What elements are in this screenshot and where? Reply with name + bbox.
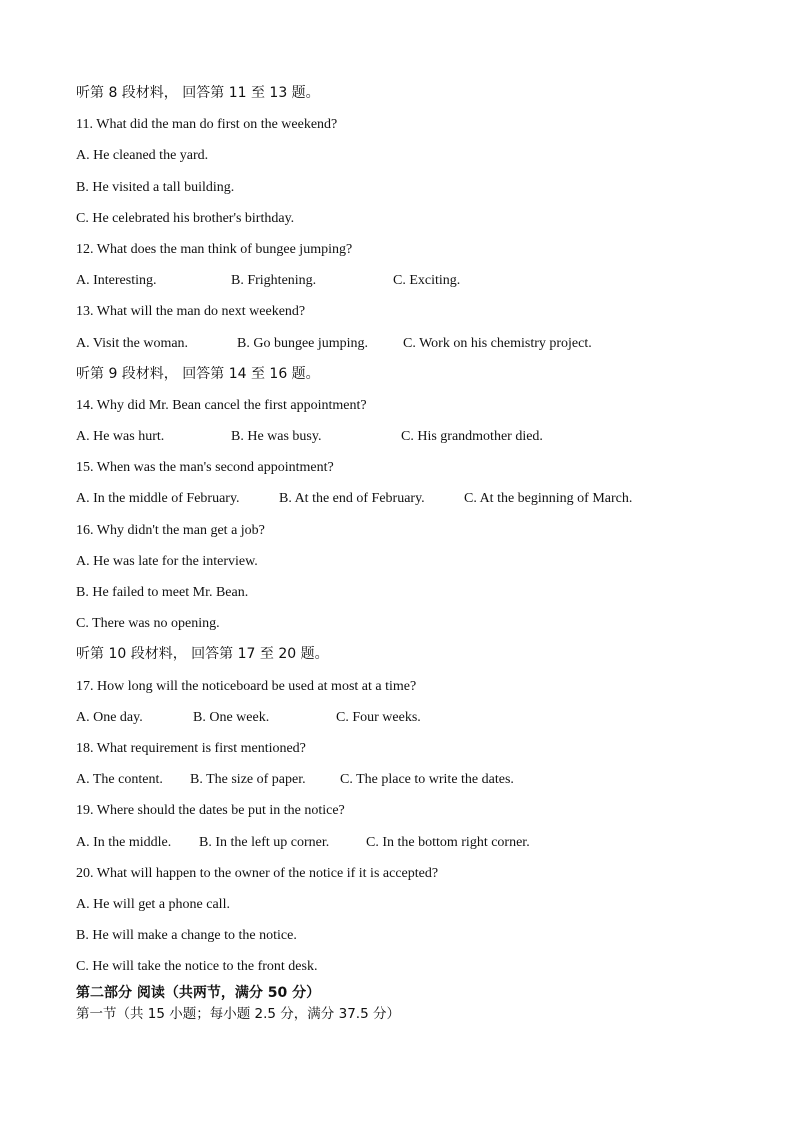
question-stem: 14. Why did Mr. Bean cancel the first appointment? bbox=[76, 397, 367, 413]
option-c: C. He will take the notice to the front desk. bbox=[76, 959, 318, 975]
section-heading: 听第 8 段材料， 回答第 11 至 13 题。 bbox=[76, 85, 320, 101]
option-a: A. He was late for the interview. bbox=[76, 553, 258, 569]
option-a: A. He will get a phone call. bbox=[76, 896, 230, 912]
question-stem: 16. Why didn't the man get a job? bbox=[76, 522, 265, 538]
part-title: 第二部分 阅读（共两节，满分 50 分） bbox=[76, 985, 321, 1002]
option-c: C. Exciting. bbox=[393, 273, 461, 289]
options-row bbox=[76, 764, 726, 795]
option-c: C. His grandmother died. bbox=[401, 429, 543, 445]
option-b: B. At the end of February. bbox=[279, 491, 425, 507]
question-stem: 13. What will the man do next weekend? bbox=[76, 304, 306, 320]
options-row bbox=[76, 265, 726, 296]
options-row bbox=[76, 702, 726, 733]
question-stem: 12. What does the man think of bungee jumping? bbox=[76, 241, 353, 257]
option-c: C. The place to write the dates. bbox=[340, 772, 514, 788]
options-row bbox=[76, 421, 726, 452]
option-b: B. Frightening. bbox=[231, 273, 317, 289]
option-b: B. One week. bbox=[193, 709, 270, 725]
option-b: B. He visited a tall building. bbox=[76, 179, 235, 195]
option-b: B. In the left up corner. bbox=[199, 834, 330, 850]
option-a: A. Interesting. bbox=[76, 273, 157, 289]
question-stem: 18. What requirement is first mentioned? bbox=[76, 740, 306, 756]
option-a: A. Visit the woman. bbox=[76, 335, 189, 351]
option-a: A. The content. bbox=[76, 772, 163, 788]
section-heading: 听第 9 段材料， 回答第 14 至 16 题。 bbox=[76, 365, 320, 382]
option-c: C. Work on his chemistry project. bbox=[403, 335, 592, 351]
section-subtitle: 第一节（共 15 小题；每小题 2.5 分，满分 37.5 分） bbox=[76, 1006, 400, 1023]
question-stem: 11. What did the man do first on the weekend? bbox=[76, 117, 338, 133]
option-c: C. There was no opening. bbox=[76, 616, 220, 632]
exam-page bbox=[76, 78, 726, 1024]
option-b: B. He will make a change to the notice. bbox=[76, 928, 297, 944]
option-a: A. He was hurt. bbox=[76, 429, 165, 445]
option-b: B. He was busy. bbox=[231, 429, 322, 445]
question-stem: 17. How long will the noticeboard be used at most at a time? bbox=[76, 678, 417, 694]
section-heading: 听第 10 段材料， 回答第 17 至 20 题。 bbox=[76, 646, 329, 663]
question-stem: 15. When was the man's second appointment? bbox=[76, 460, 334, 476]
options-row bbox=[76, 328, 726, 359]
option-b: B. Go bungee jumping. bbox=[237, 335, 369, 351]
option-a: A. In the middle. bbox=[76, 834, 172, 850]
option-b: B. The size of paper. bbox=[190, 772, 306, 788]
question-stem: 19. Where should the dates be put in the notice? bbox=[76, 803, 345, 819]
option-c: C. At the beginning of March. bbox=[464, 491, 633, 507]
option-a: A. In the middle of February. bbox=[76, 491, 240, 507]
option-c: C. He celebrated his brother's birthday. bbox=[76, 210, 295, 226]
option-b: B. He failed to meet Mr. Bean. bbox=[76, 585, 249, 600]
option-a: A. He cleaned the yard. bbox=[76, 148, 209, 164]
option-c: C. Four weeks. bbox=[336, 709, 421, 725]
option-c: C. In the bottom right corner. bbox=[366, 834, 530, 850]
question-stem: 20. What will happen to the owner of the notice if it is accepted? bbox=[76, 865, 439, 881]
options-row bbox=[76, 483, 726, 514]
option-a: A. One day. bbox=[76, 709, 143, 725]
options-row bbox=[76, 827, 726, 858]
